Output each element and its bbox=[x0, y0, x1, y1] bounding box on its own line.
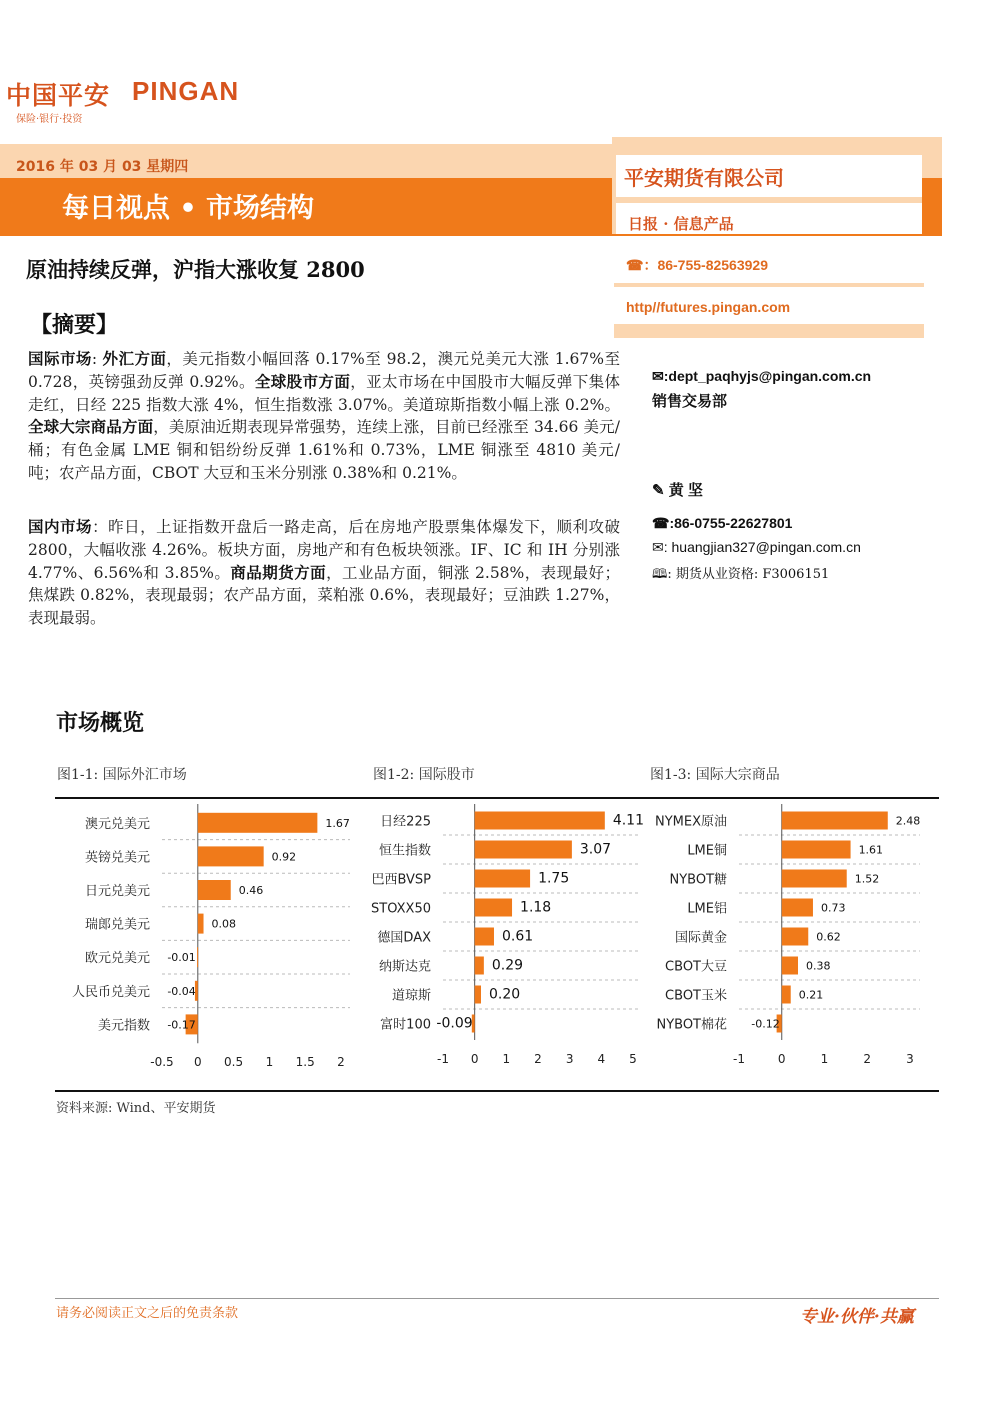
dept-email[interactable]: ✉:dept_paqhyjs@pingan.com.cn bbox=[652, 368, 872, 384]
bold-lead: 外汇方面 bbox=[102, 349, 167, 368]
report-date: 2016 年 03 月 03 星期四 bbox=[16, 159, 189, 175]
bold-lead: 商品期货方面 bbox=[230, 562, 327, 582]
category-label: NYBOT糖 bbox=[669, 872, 727, 888]
data-label: 3.07 bbox=[579, 841, 612, 858]
category-label: 欧元兑美元 bbox=[84, 951, 150, 967]
category-label: 英镑兑美元 bbox=[84, 850, 150, 866]
bar bbox=[198, 880, 231, 900]
market-overview-heading: 市场概览 bbox=[56, 710, 145, 736]
category-label: 纳斯达克 bbox=[378, 959, 431, 975]
chart-bottom-rule bbox=[55, 1090, 939, 1092]
data-label: -0.01 bbox=[167, 951, 196, 965]
category-label: CBOT玉米 bbox=[665, 988, 727, 1004]
data-label: -0.17 bbox=[167, 1018, 196, 1032]
data-label: 2.48 bbox=[895, 814, 921, 828]
market-charts bbox=[0, 800, 992, 1090]
analyst-email[interactable]: ✉: huangjian327@pingan.com.cn bbox=[652, 539, 861, 555]
divider-strip bbox=[614, 324, 924, 338]
chart-2-title: 图1-2: 国际股市 bbox=[373, 767, 475, 783]
abstract-heading: 【摘要】 bbox=[30, 312, 119, 338]
tick-label: 1 bbox=[265, 1055, 274, 1070]
bar bbox=[198, 813, 318, 833]
bar bbox=[197, 947, 198, 967]
bar bbox=[475, 986, 481, 1004]
tick-label: 2 bbox=[337, 1055, 345, 1070]
category-label: NYBOT棉花 bbox=[656, 1017, 727, 1033]
data-label: -0.12 bbox=[751, 1017, 780, 1031]
bar bbox=[782, 899, 813, 917]
tick-label: 0 bbox=[470, 1052, 479, 1066]
category-label: 日元兑美元 bbox=[84, 884, 150, 899]
dept-name: 销售交易部 bbox=[652, 393, 728, 410]
text-run: : bbox=[91, 350, 103, 368]
data-label: 0.92 bbox=[271, 850, 297, 864]
bar bbox=[475, 812, 605, 830]
category-label: 富时100 bbox=[380, 1017, 431, 1033]
logo-chinese: 中国平安 bbox=[6, 81, 111, 110]
bar bbox=[782, 928, 809, 946]
data-label: 0.29 bbox=[491, 957, 524, 974]
tick-label: 5 bbox=[629, 1052, 637, 1066]
tick-label: 4 bbox=[597, 1052, 606, 1066]
tick-label: -1 bbox=[733, 1052, 745, 1066]
paragraph-international bbox=[28, 348, 620, 485]
tick-label: 3 bbox=[565, 1052, 574, 1066]
bar bbox=[198, 846, 264, 866]
bar bbox=[782, 841, 851, 859]
text-run: ：昨日，上证指数开盘后一路走高，后在房地产股票集体爆发下，顺利攻破 2800，大幅收涨 4.26%。板块方面，房地产和有色板块领涨。IF、IC 和 IH 分别涨 4.77%、6.56%和 3.85%。 bbox=[28, 518, 620, 582]
divider-strip bbox=[614, 283, 924, 287]
category-label: 人民币兑美元 bbox=[71, 984, 150, 1000]
tick-label: 2 bbox=[534, 1052, 542, 1066]
chart-1-title: 图1-1: 国际外汇市场 bbox=[57, 767, 187, 783]
data-label: 1.67 bbox=[325, 816, 350, 830]
footer-divider bbox=[55, 1298, 939, 1299]
header-divider bbox=[0, 234, 942, 236]
company-name: 平安期货有限公司 bbox=[624, 166, 784, 190]
data-label: 0.08 bbox=[211, 917, 237, 931]
bar bbox=[475, 870, 530, 888]
logo-english: PINGAN bbox=[132, 76, 240, 106]
product-type: 日报 · 信息产品 bbox=[628, 215, 734, 233]
data-source: 资料来源: Wind、平安期货 bbox=[56, 1101, 216, 1116]
data-label: 1.18 bbox=[520, 899, 552, 916]
bold-lead: 国内市场 bbox=[28, 517, 93, 536]
logo-tagline: 保险·银行·投资 bbox=[16, 114, 83, 125]
category-label: LME铝 bbox=[687, 901, 727, 917]
tick-label: 1 bbox=[820, 1052, 829, 1066]
data-label: -0.04 bbox=[167, 984, 196, 998]
category-label: 美元指数 bbox=[97, 1018, 150, 1034]
tick-label: 0 bbox=[193, 1055, 202, 1070]
category-label: 恒生指数 bbox=[378, 843, 431, 859]
report-title: 每日视点 • 市场结构 bbox=[62, 193, 315, 224]
bold-lead: 全球股市方面 bbox=[254, 371, 351, 391]
footer-disclaimer[interactable]: 请务必阅读正文之后的免责条款 bbox=[56, 1306, 239, 1321]
data-label: 0.46 bbox=[238, 884, 264, 897]
data-label: 0.62 bbox=[816, 930, 841, 944]
data-label: 0.73 bbox=[820, 901, 846, 915]
data-label: 1.75 bbox=[538, 870, 570, 887]
category-label: STOXX50 bbox=[371, 901, 431, 917]
category-label: 日经225 bbox=[380, 814, 431, 830]
category-label: 澳元兑美元 bbox=[84, 816, 150, 832]
data-label: 0.20 bbox=[489, 986, 521, 1003]
category-label: 巴西BVSP bbox=[371, 872, 431, 888]
bar bbox=[782, 812, 888, 830]
headline: 原油持续反弹，沪指大涨收复 2800 bbox=[26, 257, 365, 282]
data-label: 0.38 bbox=[805, 959, 831, 973]
category-label: 瑞郎兑美元 bbox=[84, 917, 150, 933]
analyst-license: 🕮: 期货从业资格: F3006151 bbox=[652, 567, 830, 582]
bar bbox=[475, 957, 484, 975]
company-phone: ☎：86-755-82563929 bbox=[626, 257, 768, 273]
category-label: 国际黄金 bbox=[674, 930, 727, 946]
text-run: ，美原油近期表现异常强势，连续上涨，目前已经涨至 34.66 美元/桶；有色金属 LME 铜和铝纷纷反弹 1.61%和 0.73%，LME 铜涨至 4810 美元/吨；农产品方面，CBOT 大豆和玉米分别涨 0.38%和 0.21%。 bbox=[28, 418, 620, 482]
chart-3-title: 图1-3: 国际大宗商品 bbox=[650, 767, 780, 783]
bar bbox=[782, 957, 798, 975]
data-label: 0.61 bbox=[501, 928, 534, 945]
analyst-name: ✎ 黄 坚 bbox=[652, 482, 703, 499]
data-label: 1.61 bbox=[858, 843, 884, 857]
bar bbox=[475, 899, 512, 917]
bar bbox=[782, 986, 791, 1004]
data-label: 1.52 bbox=[854, 872, 880, 886]
bold-lead: 国际市场 bbox=[28, 349, 92, 368]
data-label: -0.09 bbox=[436, 1015, 473, 1032]
text-run: ，美元指数小幅回落 0.17%至 98.2，澳元兑美元大涨 1.67%至 0.728，英镑强劲反弹 0.92%。 bbox=[28, 350, 620, 391]
bar bbox=[475, 841, 572, 859]
accent-bar bbox=[922, 178, 942, 234]
tick-label: 0.5 bbox=[224, 1055, 244, 1070]
chart-top-rule bbox=[55, 797, 939, 799]
tick-label: 0 bbox=[777, 1052, 786, 1066]
data-label: 4.11 bbox=[612, 812, 644, 829]
bar bbox=[782, 870, 847, 888]
footer-slogan: 专业·伙伴·共赢 bbox=[800, 1307, 914, 1327]
category-label: 德国DAX bbox=[377, 930, 431, 946]
tick-label: -0.5 bbox=[150, 1055, 174, 1070]
tick-label: -1 bbox=[437, 1052, 449, 1066]
bar bbox=[198, 914, 204, 934]
bold-lead: 全球大宗商品方面 bbox=[28, 417, 154, 437]
analyst-phone: ☎:86-0755-22627801 bbox=[652, 515, 793, 531]
bar bbox=[475, 928, 494, 946]
category-label: NYMEX原油 bbox=[654, 814, 727, 830]
category-label: CBOT大豆 bbox=[665, 959, 727, 975]
data-label: 0.21 bbox=[798, 988, 824, 1002]
tick-label: 3 bbox=[906, 1052, 914, 1066]
category-label: 道琼斯 bbox=[391, 988, 431, 1004]
text-run: ，亚太市场在中国股市大幅反弹下集体走红，日经 225 指数大涨 4%，恒生指数涨 3.07%。美道琼斯指数小幅上涨 0.2%。 bbox=[28, 372, 620, 414]
tick-label: 1.5 bbox=[295, 1055, 315, 1070]
tick-label: 1 bbox=[502, 1052, 511, 1066]
company-url[interactable]: http//futures.pingan.com bbox=[626, 299, 791, 315]
tick-label: 2 bbox=[863, 1052, 872, 1066]
category-label: LME铜 bbox=[687, 843, 727, 859]
text-run: ，工业品方面，铜涨 2.58%，表现最好；焦煤跌 0.82%，表现最弱；农产品方面，菜粕涨 0.6%，表现最好；豆油跌 1.27%，表现最弱。 bbox=[28, 563, 620, 628]
paragraph-domestic bbox=[28, 516, 620, 630]
